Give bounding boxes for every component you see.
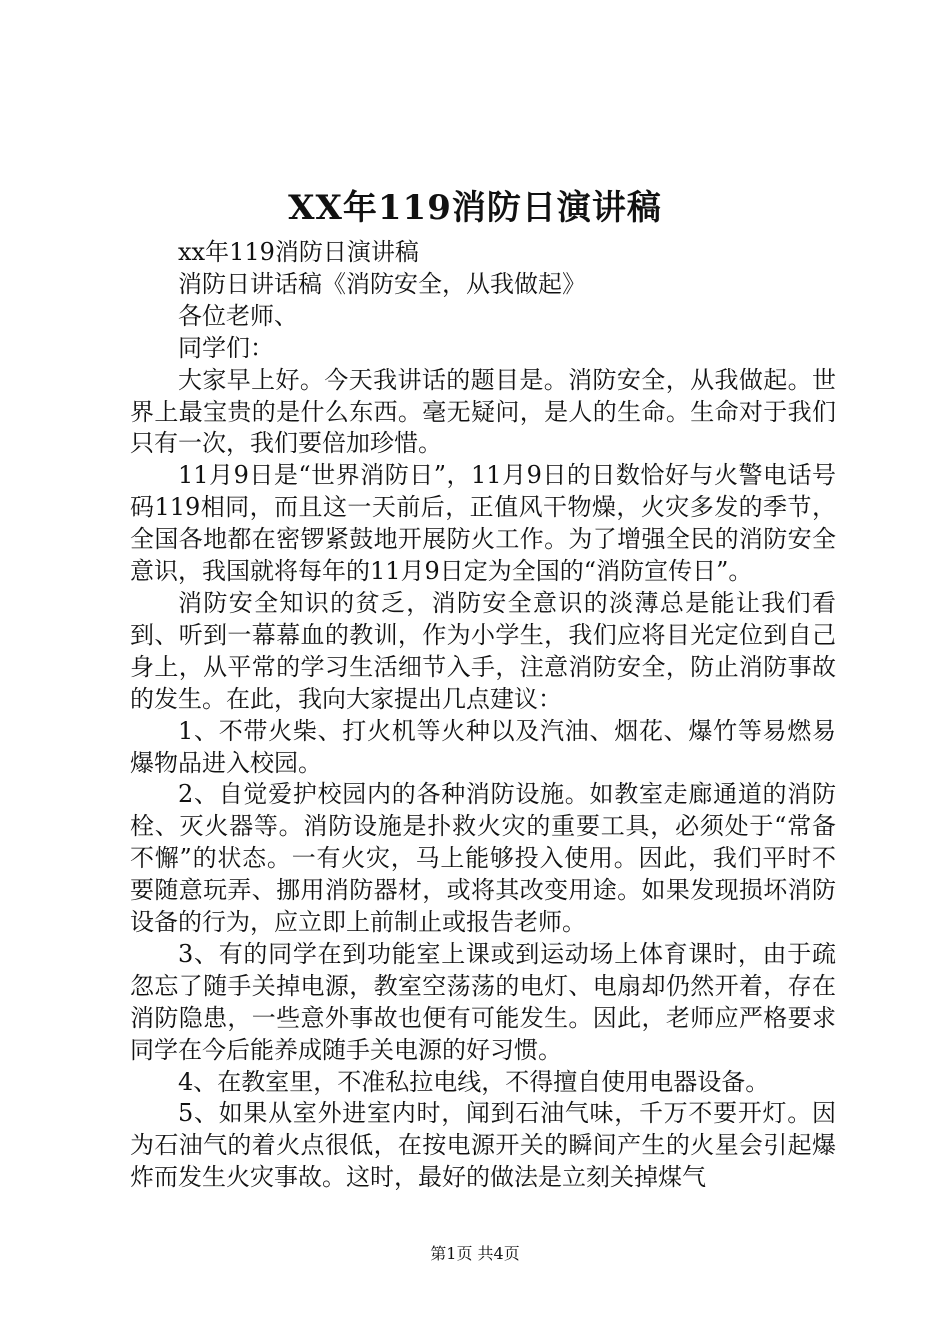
paragraph: 2、自觉爱护校园内的各种消防设施。如教室走廊通道的消防栓、灭火器等。消防设施是扑救火灾的重要工具，必须处于“常备不懈”的状态。一有火灾，马上能够投入使用。因此，我们平时不要随意玩弄、挪用消防器材，或将其改变用途。如果发现损坏消防设备的行为，应立即上前制止或报告老师。: [130, 780, 836, 937]
document-body: [130, 237, 836, 1194]
paragraph: 1、不带火柴、打火机等火种以及汽油、烟花、爆竹等易燃易爆物品进入校园。: [130, 716, 836, 777]
page-number-footer: 第1页 共4页: [430, 1244, 520, 1263]
paragraph: xx年119消防日演讲稿: [178, 238, 419, 266]
document-title: XX年119消防日演讲稿: [288, 188, 662, 228]
paragraph: 3、有的同学在到功能室上课或到运动场上体育课时，由于疏忽忘了随手关掉电源，教室空荡荡的电灯、电扇却仍然开着，存在消防隐患，一些意外事故也便有可能发生。因此，老师应严格要求同学在今后能养成随手关电源的好习惯。: [130, 939, 836, 1064]
paragraph: 消防安全知识的贫乏，消防安全意识的淡薄总是能让我们看到、听到一幕幕血的教训，作为小学生，我们应将目光定位到自己身上，从平常的学习生活细节入手，注意消防安全，防止消防事故的发生。在此，我向大家提出几点建议：: [130, 588, 836, 713]
paragraph: 5、如果从室外进室内时，闻到石油气味，千万不要开灯。因为石油气的着火点很低，在按电源开关的瞬间产生的火星会引起爆炸而发生火灾事故。这时，最好的做法是立刻关掉煤气: [130, 1099, 836, 1192]
paragraph: 4、在教室里，不准私拉电线，不得擅自使用电器设备。: [178, 1067, 770, 1096]
paragraph: 同学们：: [178, 333, 274, 362]
paragraph: 11月9日是“世界消防日”，11月9日的日数恰好与火警电话号码119相同，而且这一天前后，正值风干物燥，火灾多发的季节，全国各地都在密锣紧鼓地开展防火工作。为了增强全民的消防安全意识，我国就将每年的11月9日定为全国的“消防宣传日”。: [130, 461, 836, 586]
paragraph: 各位老师、: [178, 301, 298, 330]
paragraph: 消防日讲话稿《消防安全，从我做起》: [178, 269, 586, 298]
paragraph: 大家早上好。今天我讲话的题目是。消防安全，从我做起。世界上最宝贵的是什么东西。毫无疑问，是人的生命。生命对于我们只有一次，我们要倍加珍惜。: [130, 365, 836, 458]
